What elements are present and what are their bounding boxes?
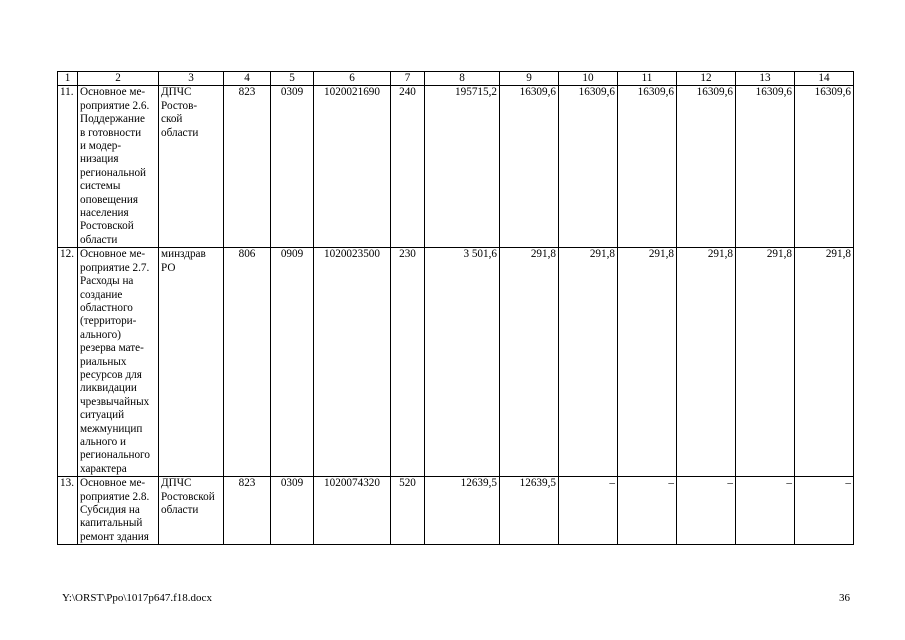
cell-text-line: регионального [80, 449, 150, 462]
cell-text-line: Поддержание [80, 113, 145, 126]
cell-text-line: ДПЧС [161, 86, 192, 99]
column-header: 5 [271, 72, 314, 86]
cell-text-line: минздрав [161, 248, 206, 261]
cell-text-line: населения [80, 207, 129, 220]
cell-text-line: областного [80, 301, 133, 314]
value-cell: 291,8 [795, 248, 854, 477]
code-cell: 823 [224, 477, 271, 545]
target-article-cell: 1020021690 [314, 86, 391, 248]
cell-text-line: роприятие 2.8. [80, 490, 150, 503]
value-cell: 195715,2 [425, 86, 500, 248]
cell-text-line: Основное ме- [80, 248, 146, 261]
section-cell: 0309 [271, 86, 314, 248]
footer-file-path: Y:\ORST\Ppo\1017p647.f18.docx [62, 592, 212, 604]
cell-text-line: (территори- [80, 315, 137, 328]
cell-text-line: ситуаций [80, 409, 125, 422]
cell-text-line: ДПЧС [161, 477, 192, 490]
value-cell: 291,8 [559, 248, 618, 477]
column-header: 7 [391, 72, 425, 86]
value-cell: – [618, 477, 677, 545]
table-body [58, 72, 854, 545]
executor-cell [159, 86, 224, 248]
cell-text-line: системы [80, 180, 121, 193]
cell-text-line: риальных [80, 355, 127, 368]
value-cell: 16309,6 [500, 86, 559, 248]
column-header: 13 [736, 72, 795, 86]
cell-text-line: и модер- [80, 140, 122, 153]
row-number-cell: 13. [58, 477, 78, 545]
value-cell: 12639,5 [500, 477, 559, 545]
cell-text-line: межмуницип [80, 422, 143, 435]
value-cell: 291,8 [618, 248, 677, 477]
column-header: 1 [58, 72, 78, 86]
cell-text-line: ремонт здания [80, 530, 149, 543]
cell-text-line: оповещения [80, 193, 139, 206]
cell-text-line: области [161, 126, 199, 139]
value-cell: 16309,6 [618, 86, 677, 248]
column-header: 11 [618, 72, 677, 86]
cell-text-line: чрезвычайных [80, 395, 150, 408]
cell-text-line: резерва мате- [80, 342, 144, 355]
section-cell: 0309 [271, 477, 314, 545]
column-header: 6 [314, 72, 391, 86]
value-cell: 16309,6 [795, 86, 854, 248]
expense-type-cell: 520 [391, 477, 425, 545]
cell-text-line: создание [80, 288, 123, 301]
value-cell: – [559, 477, 618, 545]
cell-text-line: Основное ме- [80, 477, 146, 490]
row-number-cell: 12. [58, 248, 78, 477]
value-cell: 291,8 [736, 248, 795, 477]
value-cell: 16309,6 [677, 86, 736, 248]
table-row [58, 86, 854, 248]
cell-text-line: ального и [80, 435, 127, 448]
target-article-cell: 1020023500 [314, 248, 391, 477]
column-header: 14 [795, 72, 854, 86]
column-header: 12 [677, 72, 736, 86]
cell-text-line: Ростовской [161, 490, 215, 503]
expense-type-cell: 240 [391, 86, 425, 248]
activity-name-cell [78, 477, 159, 545]
cell-text-line: Субсидия на [80, 504, 140, 516]
value-cell: – [677, 477, 736, 545]
budget-table [57, 71, 854, 545]
cell-text-line: РО [161, 261, 176, 274]
cell-text-line: низация [80, 153, 119, 166]
code-cell: 823 [224, 86, 271, 248]
cell-text-line: ального) [80, 328, 121, 341]
cell-text-line: Расходы на [80, 275, 134, 288]
column-header: 2 [78, 72, 159, 86]
value-cell: – [736, 477, 795, 545]
row-number-cell: 11. [58, 86, 78, 248]
column-header: 3 [159, 72, 224, 86]
cell-text-line: области [161, 504, 199, 516]
cell-text-line: ресурсов для [80, 368, 142, 381]
value-cell: 3 501,6 [425, 248, 500, 477]
cell-text-line: характера [80, 462, 127, 475]
cell-text-line: ской [161, 113, 183, 126]
executor-cell [159, 477, 224, 545]
table-row [58, 477, 854, 545]
value-cell: 291,8 [677, 248, 736, 477]
table-row [58, 248, 854, 477]
value-cell: 16309,6 [736, 86, 795, 248]
header-row [58, 72, 854, 86]
cell-text-line: Основное ме- [80, 86, 146, 99]
value-cell: 16309,6 [559, 86, 618, 248]
cell-text-line: региональной [80, 166, 147, 179]
section-cell: 0909 [271, 248, 314, 477]
column-header: 10 [559, 72, 618, 86]
cell-text-line: ликвидации [80, 382, 137, 395]
column-header: 4 [224, 72, 271, 86]
cell-text-line: роприятие 2.6. [80, 99, 150, 112]
value-cell: 12639,5 [425, 477, 500, 545]
footer-page-number: 36 [839, 592, 850, 604]
activity-name-cell [78, 86, 159, 248]
cell-text-line: в готовности [80, 126, 142, 139]
cell-text-line: Ростов- [161, 99, 198, 112]
cell-text-line: роприятие 2.7. [80, 261, 150, 274]
cell-text-line: Ростовской [80, 220, 134, 233]
target-article-cell: 1020074320 [314, 477, 391, 545]
activity-name-cell [78, 248, 159, 477]
column-header: 8 [425, 72, 500, 86]
expense-type-cell: 230 [391, 248, 425, 477]
cell-text-line: капитальный [80, 517, 143, 530]
value-cell: 291,8 [500, 248, 559, 477]
cell-text-line: области [80, 233, 118, 246]
column-header: 9 [500, 72, 559, 86]
executor-cell [159, 248, 224, 477]
code-cell: 806 [224, 248, 271, 477]
value-cell: – [795, 477, 854, 545]
